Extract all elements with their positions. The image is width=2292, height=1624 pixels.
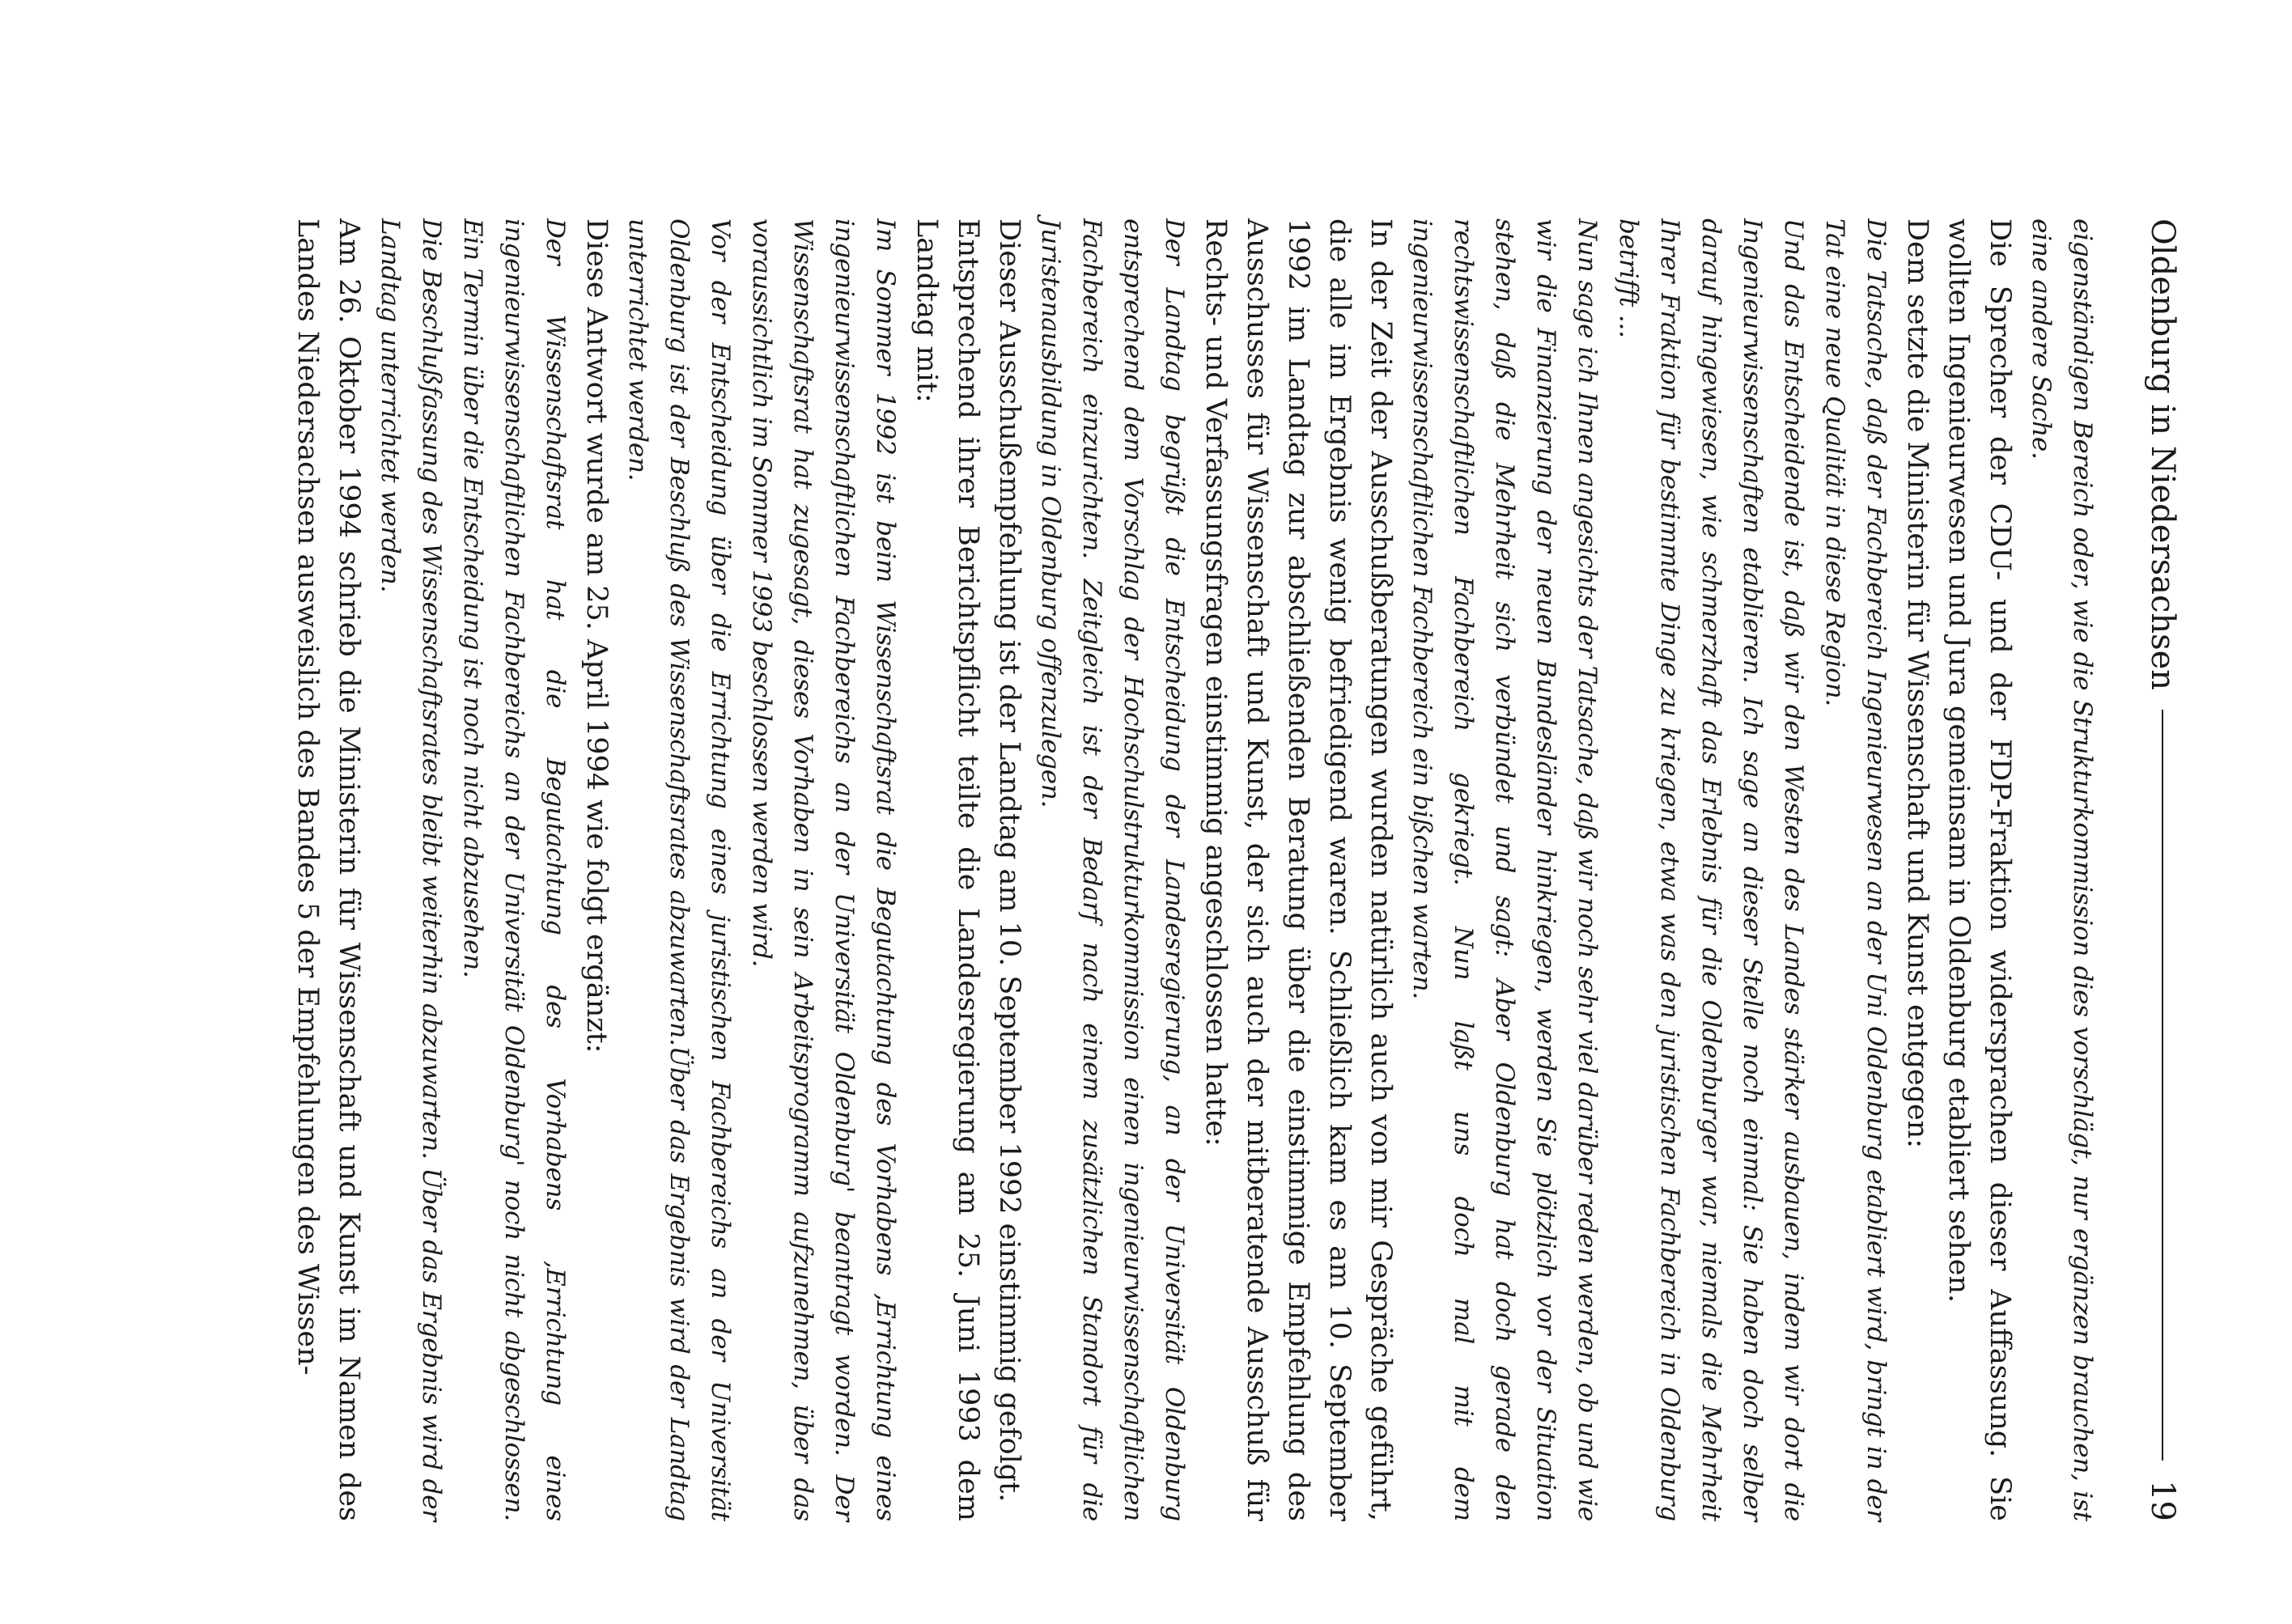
- body-paragraph: Am 26. Oktober 1994 schrieb die Ministerin für Wissenschaft und Kunst im Namen des Landes Niedersachsen ausweislich des Bandes 5 der Empfehlungen des Wissen-: [291, 218, 365, 1521]
- quote-paragraph: Der Wissenschaftsrat hat die Begutachtung des Vorhabens ‚Errichtung eines ingenieurwissenschaftlichen Fachbereichs an der Universität Oldenburg' noch nicht abgeschlossen. Ein Termin über die Entscheidung ist noch nicht abzusehen.: [458, 218, 570, 1521]
- quote-paragraph: Und das Entscheidende ist, daß wir den Westen des Landes stärker ausbauen, indem wir dort die Ingenieurwissenschaften etablieren. Ich sage an dieser Stelle noch einmal: Sie haben doch selber darauf hingewiesen, wie schmerzhaft das Erlebnis für die Oldenburger war, niemals die Mehrheit Ihrer Fraktion für bestimmte Dinge zu kriegen, etwa was den juristischen Fachbereich in Oldenburg betrifft ...: [1614, 218, 1808, 1521]
- body-paragraph: Dieser Ausschußempfehlung ist der Landtag am 10. September 1992 einstimmig gefolgt.: [993, 218, 1025, 1503]
- body-paragraph: Die Sprecher der CDU- und der FDP-Fraktion widersprachen dieser Auffassung. Sie wollten Ingenieurwesen und Jura gemeinsam in Oldenburg etabliert sehen.: [1942, 218, 2016, 1521]
- quote-paragraph: eigenständigen Bereich oder, wie die Strukturkommission dies vorschlägt, nur ergänzen brauchen, ist eine andere Sache.: [2027, 218, 2097, 1521]
- quote-paragraph: Die Tatsache, daß der Fachbereich Ingenieurwesen an der Uni Oldenburg etabliert wird, bringt in der Tat eine neue Qualität in diese Region.: [1820, 218, 1891, 1521]
- page-number: 19: [2144, 1480, 2181, 1521]
- page-body: [286, 218, 2103, 1521]
- quote-paragraph: Im Sommer 1992 ist beim Wissenschaftsrat die Begutachtung des Vorhabens ‚Errichtung eines ingenieurwissenschaftlichen Fachbereichs an der Universität Oldenburg' beantragt worden. Der Wissenschaftsrat hat zugesagt, dieses Vorhaben in sein Arbeitsprogramm aufzunehmen, über das voraussichtlich im Sommer 1993 beschlossen werden wird.: [747, 218, 900, 1521]
- body-paragraph: Diese Antwort wurde am 25. April 1994 wie folgt ergänzt:: [580, 218, 613, 1054]
- body-paragraph: Dem setzte die Ministerin für Wissenschaft und Kunst entgegen:: [1901, 218, 1933, 1149]
- header-title: Oldenburg in Niedersachsen: [2144, 218, 2181, 691]
- body-paragraph: Entsprechend ihrer Berichtspflicht teilte die Landesregierung am 25. Juni 1993 dem Landtag mit:: [910, 218, 984, 1521]
- quote-paragraph: Vor der Entscheidung über die Errichtung eines juristischen Fachbereichs an der Universität Oldenburg ist der Beschluß des Wissenschaftsrates abzuwarten.Über das Ergebnis wird der Landtag unterrichtet werden.: [623, 218, 735, 1521]
- quote-paragraph: Die Beschlußfassung des Wissenschaftsrates bleibt weiterhin abzuwarten. Über das Ergebnis wird der Landtag unterrichtet werden.: [376, 218, 446, 1521]
- body-paragraph: In der Zeit der Ausschußberatungen wurden natürlich auch von mir Gespräche geführt, die alle im Ergebnis wenig befriedigend waren. Schließlich kam es am 10. September 1992 im Landtag zur abschließenden Beratung über die einstimmige Empfehlung des Ausschusses für Wissenschaft und Kunst, der sich auch der mitberatende Ausschuß für Rechts- und Verfassungsfragen einstimmig angeschlossen hatte:: [1199, 218, 1397, 1521]
- quote-paragraph: Nun sage ich Ihnen angesichts der Tatsache, daß wir noch sehr viel darüber reden werden, ob und wie wir die Finanzierung der neuen Bundesländer hinkriegen, werden Sie plötzlich vor der Situation stehen, daß die Mehrheit sich verbündet und sagt: Aber Oldenburg hat doch gerade den rechtswissenschaftlichen Fachbereich gekriegt. Nun laßt uns doch mal mit dem ingenieurwissenschaftlichen Fachbereich ein bißchen warten.: [1407, 218, 1602, 1521]
- running-header: [2138, 218, 2187, 1521]
- quote-paragraph: Der Landtag begrüßt die Entscheidung der Landesregierung, an der Universität Oldenburg entsprechend dem Vorschlag der Hochschulstrukturkommission einen ingenieurwissenschaftlichen Fachbereich einzurichten. Zeitgleich ist der Bedarf nach einem zusätzlichen Standort für die Juristenausbildung in Oldenburg offenzulegen.: [1036, 218, 1189, 1521]
- header-rule: [2162, 710, 2163, 1461]
